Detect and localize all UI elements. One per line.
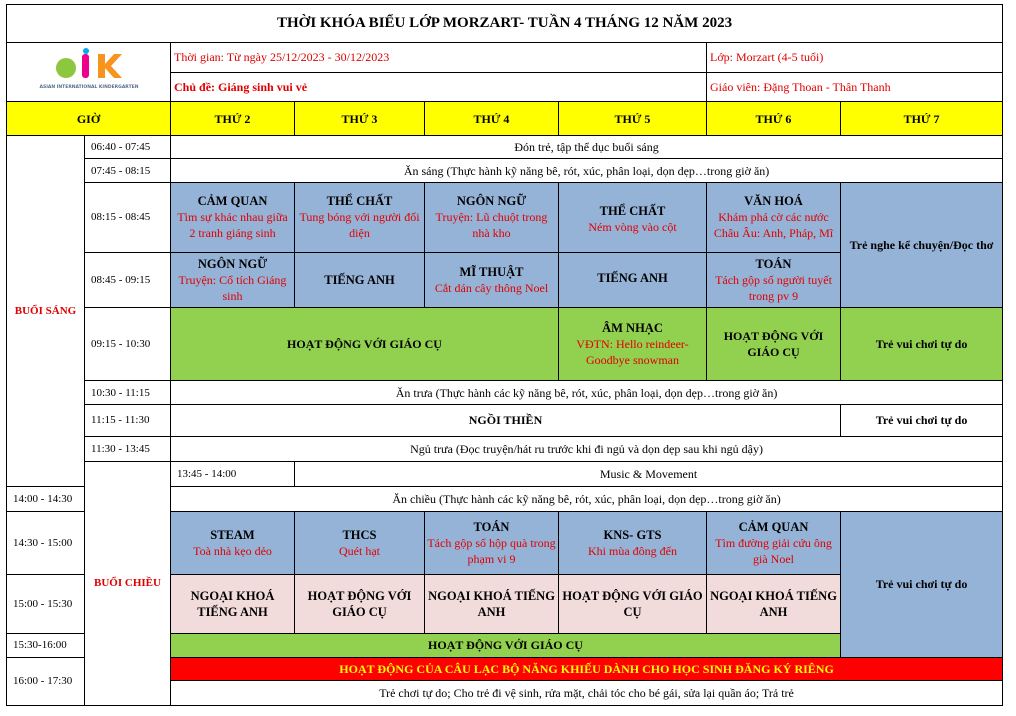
saturday-activity: Trẻ vui chơi tự do bbox=[841, 512, 1003, 658]
lesson-detail: Truyện: Lũ chuột trong nhà kho bbox=[435, 210, 548, 241]
time-slot: 08:15 - 08:45 bbox=[85, 183, 171, 253]
header-day-wed: THỨ 4 bbox=[425, 102, 559, 136]
activity-cell: HOẠT ĐỘNG VỚI GIÁO CỤ bbox=[171, 307, 559, 380]
lesson-subject: TIẾNG ANH bbox=[295, 252, 425, 307]
lesson-cell bbox=[707, 183, 841, 253]
header-day-sat: THỨ 7 bbox=[841, 102, 1003, 136]
saturday-activity: Trẻ nghe kể chuyện/Đọc thơ bbox=[841, 183, 1003, 308]
lesson-detail: Khi mùa đông đến bbox=[588, 543, 677, 558]
lesson-detail: Ném vòng vào cột bbox=[588, 219, 677, 234]
lesson-subject: NGOẠI KHOÁ TIẾNG ANH bbox=[707, 574, 841, 633]
activity-cell: Ăn trưa (Thực hành các kỹ năng bê, rót, xúc, phân loại, dọn dẹp…trong giờ ăn) bbox=[171, 381, 1003, 405]
schedule-period: Thời gian: Từ ngày 25/12/2023 - 30/12/2023 bbox=[171, 42, 707, 72]
logo-bar-1 bbox=[82, 54, 89, 78]
timetable bbox=[6, 4, 1003, 706]
lesson-subject: THCS bbox=[342, 527, 377, 542]
lesson-cell bbox=[559, 183, 707, 308]
lesson-subject: ÂM NHẠC bbox=[602, 320, 663, 335]
header-day-tue: THỨ 3 bbox=[295, 102, 425, 136]
time-slot: 07:45 - 08:15 bbox=[85, 158, 171, 182]
time-slot: 11:30 - 13:45 bbox=[85, 436, 171, 461]
time-slot: 15:00 - 15:30 bbox=[7, 574, 85, 633]
lesson-cell bbox=[707, 252, 841, 307]
lesson-subject: NGÔN NGỮ bbox=[197, 256, 268, 271]
session-afternoon: BUỔI CHIỀU bbox=[85, 461, 171, 705]
lesson-subject: THỂ CHẤT bbox=[599, 203, 666, 218]
lesson-subject: MĨ THUẬT bbox=[459, 264, 524, 279]
teachers: Giáo viên: Đặng Thoan - Thân Thanh bbox=[707, 73, 1003, 102]
lesson-detail: Tìm đường giải cứu ông già Noel bbox=[715, 535, 832, 566]
lesson-cell bbox=[707, 512, 841, 575]
saturday-activity: Trẻ vui chơi tự do bbox=[841, 405, 1003, 436]
time-slot: 13:45 - 14:00 bbox=[171, 461, 295, 486]
lesson-detail: Tách gộp số người tuyết trong pv 9 bbox=[715, 272, 832, 303]
lesson-subject: NGOẠI KHOÁ TIẾNG ANH bbox=[425, 574, 559, 633]
lesson-cell bbox=[559, 512, 707, 575]
lesson-cell bbox=[425, 183, 559, 253]
lesson-subject: HOẠT ĐỘNG VỚI GIÁO CỤ bbox=[295, 574, 425, 633]
lesson-subject: THỂ CHẤT bbox=[326, 194, 393, 209]
lesson-cell bbox=[171, 183, 295, 253]
lesson-detail: Tung bóng với người đối diện bbox=[299, 210, 420, 241]
lesson-subject: KNS- GTS bbox=[603, 527, 662, 542]
time-slot: 16:00 - 17:30 bbox=[7, 657, 85, 705]
lesson-cell bbox=[171, 512, 295, 575]
lesson-cell bbox=[425, 252, 559, 307]
lesson-subject: VĂN HOÁ bbox=[744, 194, 803, 209]
activity-cell: Ăn sáng (Thực hành kỹ năng bê, rót, xúc, phân loại, dọn dẹp…trong giờ ăn) bbox=[171, 158, 1003, 182]
class-name: Lớp: Morzart (4-5 tuổi) bbox=[707, 42, 1003, 72]
header-day-fri: THỨ 6 bbox=[707, 102, 841, 136]
lesson-detail: Cắt dán cây thông Noel bbox=[434, 280, 549, 295]
lesson-subject: NGOẠI KHOÁ TIẾNG ANH bbox=[171, 574, 295, 633]
activity-cell: Đón trẻ, tập thể dục buổi sáng bbox=[171, 135, 1003, 158]
lesson-cell bbox=[559, 307, 707, 380]
lesson-cell bbox=[425, 512, 559, 575]
header-day-thu: THỨ 5 bbox=[559, 102, 707, 136]
time-slot: 08:45 - 09:15 bbox=[85, 252, 171, 307]
lesson-subject: HOẠT ĐỘNG VỚI GIÁO CỤ bbox=[559, 574, 707, 633]
activity-cell: Music & Movement bbox=[295, 461, 1003, 486]
lesson-detail: Truyện: Cổ tích Giáng sinh bbox=[178, 272, 287, 303]
lesson-subject: NGÔN NGỮ bbox=[456, 194, 527, 209]
logo-cell bbox=[7, 42, 171, 102]
lesson-subject: CẢM QUAN bbox=[197, 194, 268, 209]
lesson-subject: CẢM QUAN bbox=[738, 519, 809, 534]
time-slot: 14:30 - 15:00 bbox=[7, 512, 85, 575]
lesson-detail: Tìm sự khác nhau giữa 2 tranh giáng sinh bbox=[177, 210, 288, 241]
time-slot: 15:30-16:00 bbox=[7, 633, 85, 657]
activity-cell: HOẠT ĐỘNG VỚI GIÁO CỤ bbox=[171, 633, 841, 657]
time-slot: 10:30 - 11:15 bbox=[85, 381, 171, 405]
saturday-activity: Trẻ vui chơi tự do bbox=[841, 307, 1003, 380]
activity-cell: Trẻ chơi tự do; Cho trẻ đi vệ sinh, rửa mặt, chải tóc cho bé gái, sửa lại quần áo; Trả trẻ bbox=[171, 680, 1003, 705]
lesson-subject: TOÁN bbox=[473, 519, 510, 534]
lesson-cell bbox=[295, 512, 425, 575]
logo-subtext: ASIAN INTERNATIONAL KINDERGARTEN bbox=[39, 85, 138, 91]
activity-cell: Ngủ trưa (Đọc truyện/hát ru trước khi đi ngủ và dọn dẹp sau khi ngủ dậy) bbox=[171, 436, 1003, 461]
time-slot: 09:15 - 10:30 bbox=[85, 307, 171, 380]
lesson-detail: Khám phá cờ các nước Châu Âu: Anh, Pháp, Mĩ bbox=[713, 210, 834, 241]
club-activity-banner: HOẠT ĐỘNG CỦA CÂU LẠC BỘ NĂNG KHIẾU DÀNH CHO HỌC SINH ĐĂNG KÝ RIÊNG bbox=[171, 657, 1003, 680]
activity-cell: HOẠT ĐỘNG VỚI GIÁO CỤ bbox=[707, 307, 841, 380]
lesson-cell bbox=[171, 252, 295, 307]
time-slot: 06:40 - 07:45 bbox=[85, 135, 171, 158]
lesson-subject: TIẾNG ANH bbox=[597, 271, 668, 286]
logo-k-shape bbox=[98, 54, 122, 78]
lesson-cell bbox=[295, 183, 425, 253]
lesson-subject: TOÁN bbox=[755, 256, 792, 271]
lesson-detail: Toà nhà kẹo dẻo bbox=[193, 543, 272, 558]
activity-cell: NGỒI THIỀN bbox=[171, 405, 841, 436]
school-logo bbox=[39, 48, 138, 92]
lesson-detail: Tách gộp số hộp quà trong phạm vi 9 bbox=[427, 535, 556, 566]
theme: Chủ đề: Giáng sinh vui vẻ bbox=[171, 73, 707, 102]
lesson-detail: Quét hạt bbox=[339, 543, 380, 558]
activity-cell: Ăn chiều (Thực hành các kỹ năng bê, rót, xúc, phân loại, dọn dẹp…trong giờ ăn) bbox=[171, 486, 1003, 511]
lesson-detail: VĐTN: Hello reindeer- Goodbye snowman bbox=[576, 336, 689, 367]
time-slot: 11:15 - 11:30 bbox=[85, 405, 171, 436]
page-title: THỜI KHÓA BIỂU LỚP MORZART- TUẦN 4 THÁNG 12 NĂM 2023 bbox=[7, 5, 1003, 43]
logo-dot-2 bbox=[83, 48, 89, 54]
header-day-mon: THỨ 2 bbox=[171, 102, 295, 136]
logo-dot-1 bbox=[56, 58, 76, 78]
header-time: GIỜ bbox=[7, 102, 171, 136]
lesson-subject: STEAM bbox=[210, 527, 255, 542]
time-slot: 14:00 - 14:30 bbox=[7, 486, 85, 511]
session-morning: BUỔI SÁNG bbox=[7, 135, 85, 486]
